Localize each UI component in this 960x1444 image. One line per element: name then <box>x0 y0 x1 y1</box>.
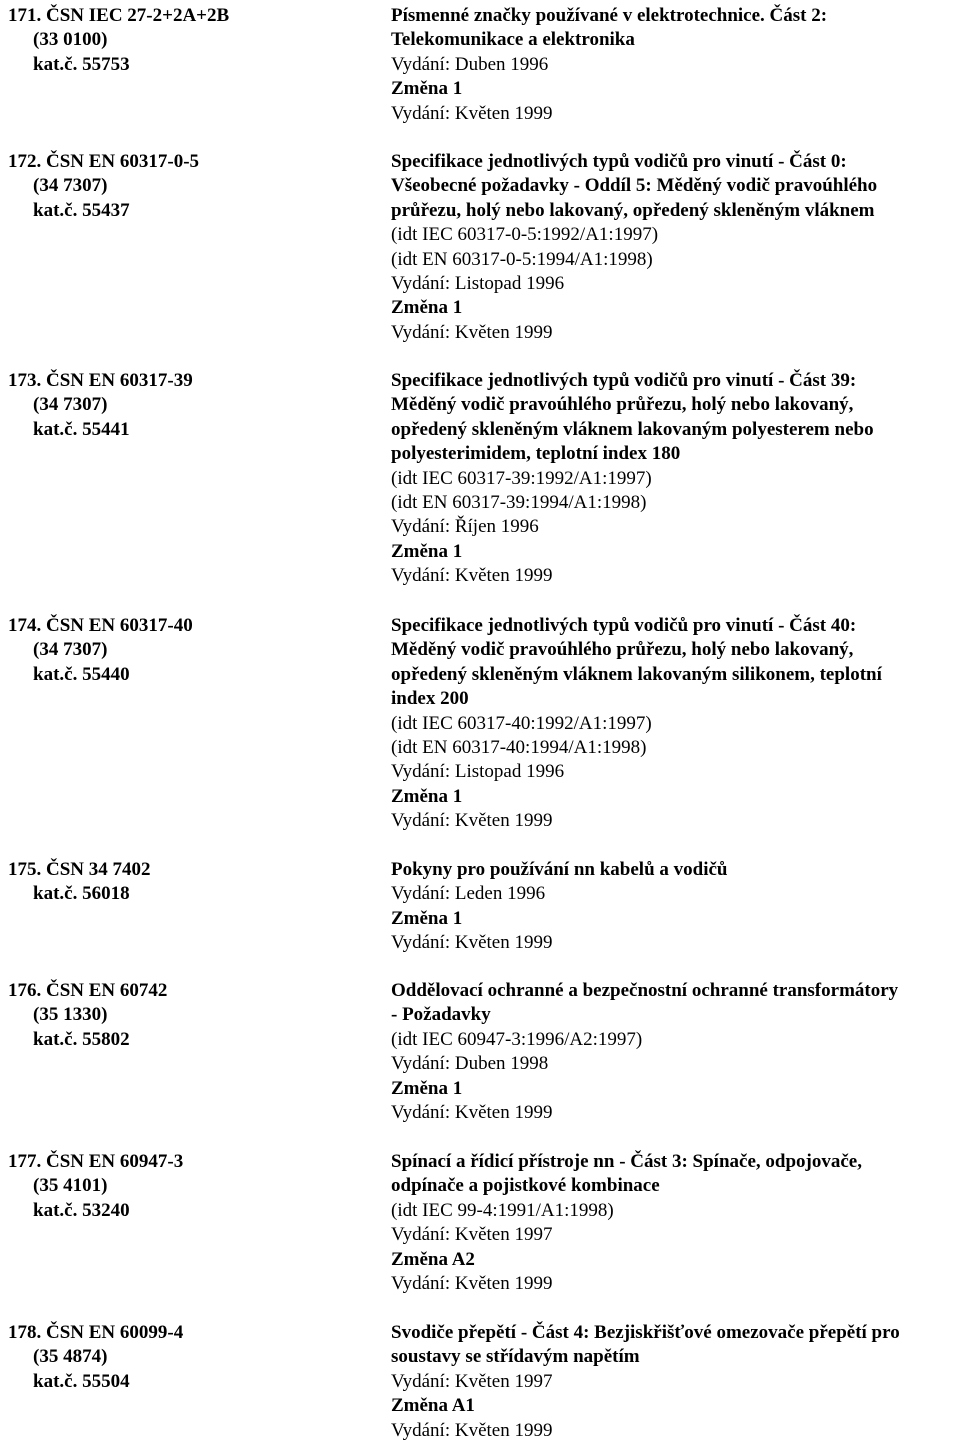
standard-detail-line: Vydání: Květen 1997 <box>391 1370 553 1392</box>
standard-detail-line: (idt EN 60317-39:1994/A1:1998) <box>391 491 647 513</box>
standard-title-line: opředený skleněným vláknem lakovaným polyesterem nebo <box>391 418 874 440</box>
amendment-label: Změna 1 <box>391 540 463 562</box>
standard-title-line: Všeobecné požadavky - Oddíl 5: Měděný vodič pravoúhlého <box>391 175 878 197</box>
catalog-reference: (33 0100) <box>33 29 108 51</box>
standard-detail-line: Vydání: Listopad 1996 <box>391 761 565 783</box>
amendment-label: Změna A2 <box>391 1248 475 1270</box>
standard-title-line: Písmenné značky používané v elektrotechnice. Část 2: <box>391 5 828 26</box>
standard-detail-line: Vydání: Květen 1999 <box>391 565 553 587</box>
standard-title-line: index 200 <box>391 688 469 710</box>
standard-identifier-column <box>8 4 378 77</box>
standard-detail-line: (idt IEC 99-4:1991/A1:1998) <box>391 1199 614 1221</box>
standard-detail-line: Vydání: Duben 1998 <box>391 1053 549 1075</box>
amendment-label: Změna A1 <box>391 1395 475 1417</box>
catalog-reference: (35 1330) <box>33 1004 108 1026</box>
standard-description-column <box>391 150 957 345</box>
standard-detail-line: Vydání: Leden 1996 <box>391 883 546 905</box>
standard-detail-line: Vydání: Květen 1999 <box>391 810 553 832</box>
standard-detail-line: Vydání: Květen 1999 <box>391 1272 553 1294</box>
standard-title-line: Spínací a řídicí přístroje nn - Část 3: Spínače, odpojovače, <box>391 1151 862 1172</box>
standard-title-line: opředený skleněným vláknem lakovaným silikonem, teplotní <box>391 663 882 685</box>
standard-identifier-column <box>8 614 378 687</box>
catalog-reference: kat.č. 56018 <box>33 883 130 905</box>
standard-detail-line: (idt EN 60317-40:1994/A1:1998) <box>391 736 647 758</box>
standard-detail-line: Vydání: Duben 1996 <box>391 53 549 75</box>
catalog-reference: (34 7307) <box>33 639 108 661</box>
standard-title-line: Specifikace jednotlivých typů vodičů pro vinutí - Část 39: <box>391 370 857 391</box>
standard-title-line: polyesterimidem, teplotní index 180 <box>391 443 681 465</box>
standard-identifier-column <box>8 979 378 1052</box>
standard-detail-line: (idt IEC 60317-40:1992/A1:1997) <box>391 712 652 734</box>
standard-title-line: Měděný vodič pravoúhlého průřezu, holý nebo lakovaný, <box>391 639 854 661</box>
standard-title-line: - Požadavky <box>391 1004 491 1026</box>
standard-number: 173. ČSN EN 60317-39 <box>8 370 193 391</box>
standard-title-line: Měděný vodič pravoúhlého průřezu, holý nebo lakovaný, <box>391 394 854 416</box>
standard-detail-line: (idt EN 60317-0-5:1994/A1:1998) <box>391 248 653 270</box>
standard-number: 175. ČSN 34 7402 <box>8 859 151 880</box>
standard-title-line: průřezu, holý nebo lakovaný, opředený skleněným vláknem <box>391 199 875 221</box>
standard-description-column <box>391 369 957 589</box>
standard-title-line: Telekomunikace a elektronika <box>391 29 635 51</box>
standard-description-column <box>391 614 957 834</box>
standard-title-line: Specifikace jednotlivých typů vodičů pro vinutí - Část 40: <box>391 615 857 636</box>
catalog-reference: (35 4874) <box>33 1346 108 1368</box>
standard-number: 176. ČSN EN 60742 <box>8 980 168 1001</box>
catalog-reference: kat.č. 53240 <box>33 1199 130 1221</box>
catalog-reference: kat.č. 55753 <box>33 53 130 75</box>
catalog-reference: (35 4101) <box>33 1175 108 1197</box>
standard-number: 178. ČSN EN 60099-4 <box>8 1322 184 1343</box>
catalog-reference: kat.č. 55441 <box>33 418 130 440</box>
amendment-label: Změna 1 <box>391 1077 463 1099</box>
catalog-reference: kat.č. 55440 <box>33 663 130 685</box>
standard-detail-line: Vydání: Listopad 1996 <box>391 272 565 294</box>
amendment-label: Změna 1 <box>391 907 463 929</box>
standard-detail-line: Vydání: Květen 1999 <box>391 321 553 343</box>
standard-detail-line: Vydání: Květen 1999 <box>391 102 553 124</box>
standard-title-line: soustavy se střídavým napětím <box>391 1346 640 1368</box>
standard-detail-line: Vydání: Říjen 1996 <box>391 516 539 538</box>
amendment-label: Změna 1 <box>391 297 463 319</box>
catalog-reference: (34 7307) <box>33 175 108 197</box>
standard-description-column <box>391 979 957 1125</box>
standard-identifier-column <box>8 1150 378 1223</box>
standard-title-line: Svodiče přepětí - Část 4: Bezjiskřišťové omezovače přepětí pro <box>391 1322 900 1343</box>
standard-title-line: odpínače a pojistkové kombinace <box>391 1175 660 1197</box>
standard-description-column <box>391 858 957 956</box>
standard-number: 172. ČSN EN 60317-0-5 <box>8 151 200 172</box>
standard-identifier-column <box>8 858 378 907</box>
standard-number: 171. ČSN IEC 27-2+2A+2B <box>8 5 230 26</box>
catalog-reference: kat.č. 55504 <box>33 1370 130 1392</box>
standard-detail-line: Vydání: Květen 1997 <box>391 1224 553 1246</box>
standard-description-column <box>391 1150 957 1296</box>
standard-identifier-column <box>8 150 378 223</box>
standard-number: 177. ČSN EN 60947-3 <box>8 1151 184 1172</box>
standard-detail-line: Vydání: Květen 1999 <box>391 1101 553 1123</box>
standard-detail-line: (idt IEC 60317-0-5:1992/A1:1997) <box>391 224 659 246</box>
standard-number: 174. ČSN EN 60317-40 <box>8 615 193 636</box>
catalog-reference: (34 7307) <box>33 394 108 416</box>
standard-detail-line: (idt IEC 60317-39:1992/A1:1997) <box>391 467 652 489</box>
standard-detail-line: Vydání: Květen 1999 <box>391 1419 553 1441</box>
standard-title-line: Oddělovací ochranné a bezpečnostní ochranné transformátory <box>391 980 899 1001</box>
standard-title-line: Specifikace jednotlivých typů vodičů pro vinutí - Část 0: <box>391 151 847 172</box>
amendment-label: Změna 1 <box>391 785 463 807</box>
amendment-label: Změna 1 <box>391 78 463 100</box>
standard-detail-line: (idt IEC 60947-3:1996/A2:1997) <box>391 1028 643 1050</box>
catalog-reference: kat.č. 55437 <box>33 199 130 221</box>
standard-description-column <box>391 4 957 126</box>
standard-title-line: Pokyny pro používání nn kabelů a vodičů <box>391 859 728 880</box>
standard-identifier-column <box>8 1321 378 1394</box>
standard-identifier-column <box>8 369 378 442</box>
catalog-reference: kat.č. 55802 <box>33 1028 130 1050</box>
standard-detail-line: Vydání: Květen 1999 <box>391 932 553 954</box>
standard-description-column <box>391 1321 957 1443</box>
